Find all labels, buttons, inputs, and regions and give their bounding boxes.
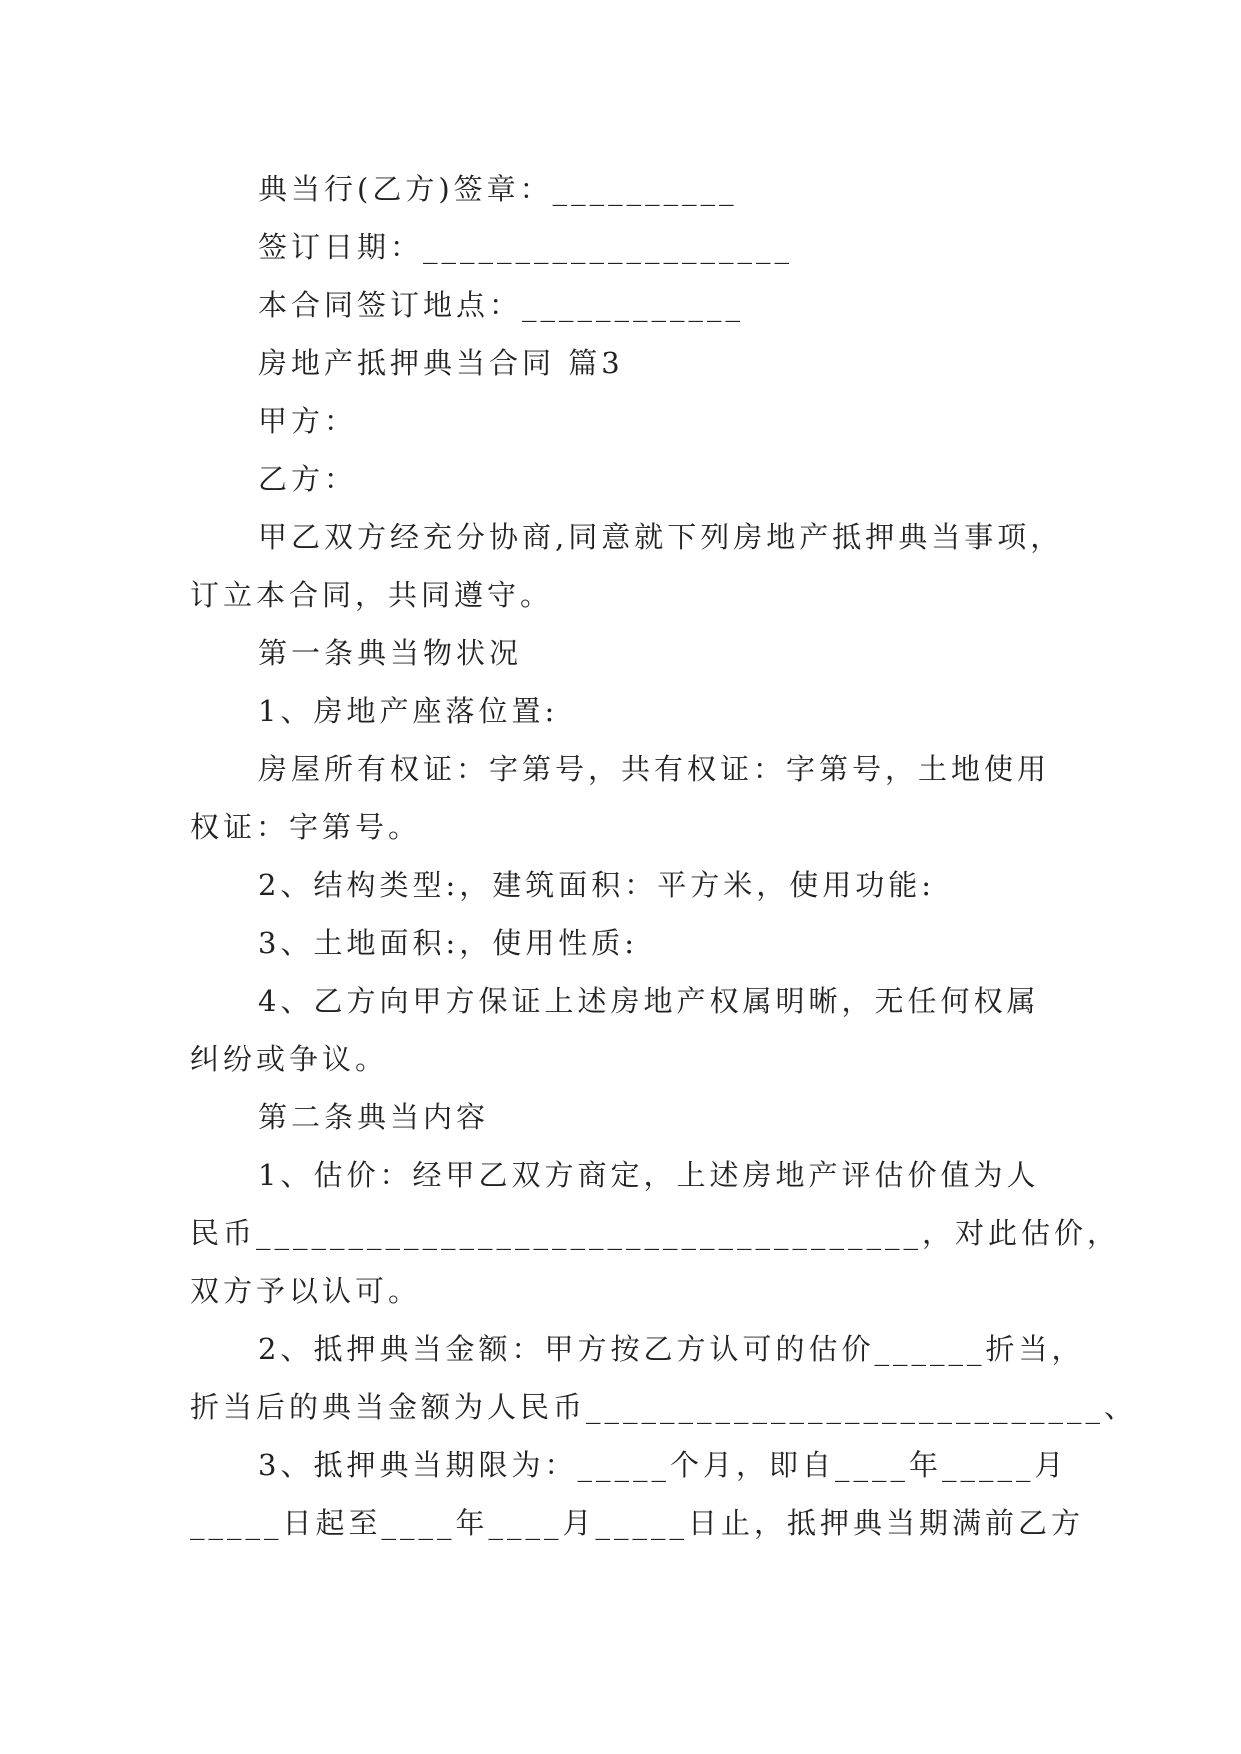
signing-place-line: 本合同签订地点：____________ — [258, 288, 745, 322]
item-1-location: 1、房地产座落位置: — [258, 694, 559, 728]
pawnshop-signature-line: 典当行(乙方)签章：__________ — [258, 172, 738, 206]
article-one-heading: 第一条典当物状况 — [258, 636, 523, 670]
party-a-line: 甲方： — [258, 404, 358, 438]
signing-date-line: 签订日期：____________________ — [258, 230, 794, 264]
item-4-ownership-line-2: 纠纷或争议。 — [190, 1042, 389, 1076]
pawn-amount-line-1: 2、抵押典当金额：甲方按乙方认可的估价______折当， — [258, 1332, 1085, 1366]
valuation-line-2: 民币____________________________________，对此估价， — [190, 1216, 1121, 1250]
ownership-line-2: 权证：字第号。 — [190, 810, 422, 844]
pawn-amount-line-2: 折当后的典当金额为人民币____________________________、 — [190, 1390, 1138, 1424]
pawn-term-line-2: _____日起至____年____月_____日止，抵押典当期满前乙方 — [190, 1506, 1085, 1540]
party-b-line: 乙方： — [258, 462, 358, 496]
agreement-paragraph-line-1: 甲乙双方经充分协商,同意就下列房地产抵押典当事项， — [258, 520, 1064, 554]
ownership-line-1: 房屋所有权证：字第号，共有权证：字第号，土地使用 — [258, 752, 1051, 786]
pawn-term-line-1: 3、抵押典当期限为：_____个月，即自____年_____月 — [258, 1448, 1068, 1482]
article-two-heading: 第二条典当内容 — [258, 1100, 490, 1134]
item-3-land-area: 3、土地面积:，使用性质: — [258, 926, 638, 960]
section-title: 房地产抵押典当合同 篇3 — [258, 346, 624, 380]
item-4-ownership-line-1: 4、乙方向甲方保证上述房地产权属明晰，无任何权属 — [258, 984, 1040, 1018]
agreement-paragraph-line-2: 订立本合同，共同遵守。 — [190, 578, 554, 612]
contract-text — [190, 160, 1138, 1552]
item-2-structure: 2、结构类型:，建筑面积：平方米，使用功能: — [258, 868, 935, 902]
valuation-line-3: 双方予以认可。 — [190, 1274, 422, 1308]
valuation-line-1: 1、估价：经甲乙双方商定，上述房地产评估价值为人 — [258, 1158, 1040, 1192]
